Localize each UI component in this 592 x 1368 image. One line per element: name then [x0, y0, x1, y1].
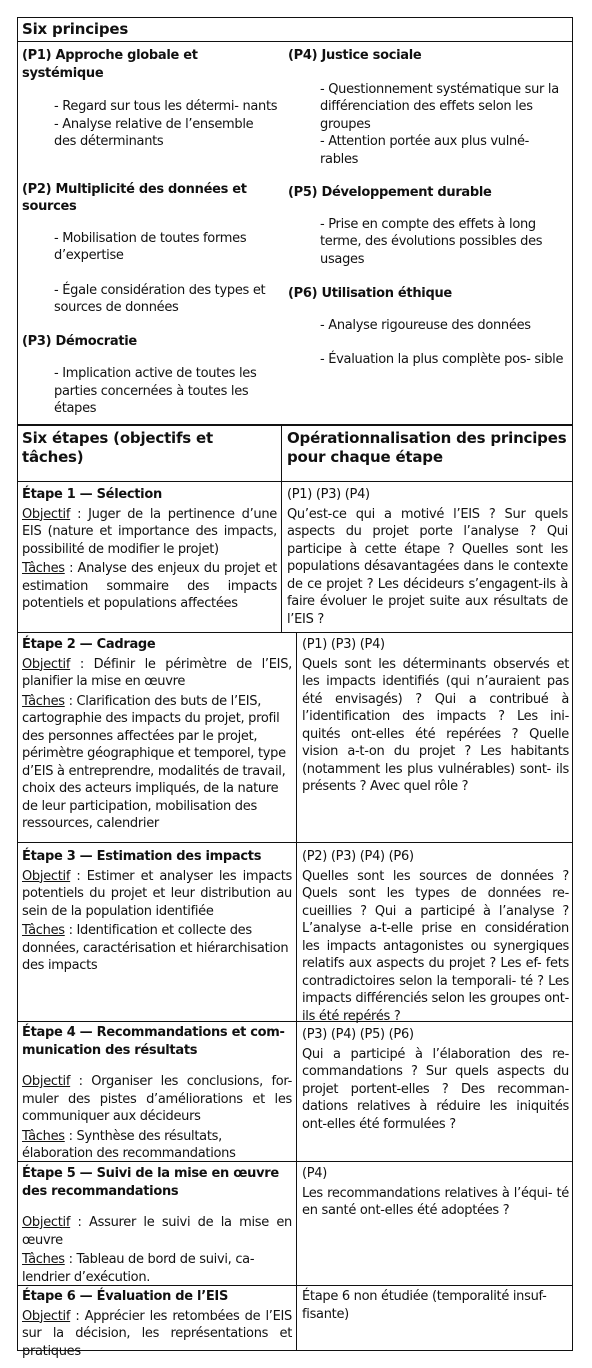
- objective-label: Objectif: [22, 1215, 71, 1230]
- step-title: Étape 6 — Évaluation de l’EIS: [22, 1289, 229, 1304]
- step-questions: Qu’est-ce qui a motivé l’EIS ? Sur quels aspects du projet porte l’analyse ? Qui participe à cette étape ? Quelles sont les populations désavantagées dans le contexte de ce projet ? Les décideurs s’engagent-ils à faire évoluer le projet suite aux résultats de l’EIS ?: [287, 506, 568, 627]
- step-tasks: Tâches : Analyse des enjeux du projet et estimation sommaire des impacts potentiels et populations affectées: [22, 561, 277, 611]
- principle-p5-bullet: - Prise en compte des effets à long terme, des évolutions possibles des usages: [320, 216, 543, 267]
- step-principles: (P1) (P3) (P4): [302, 637, 385, 652]
- step-title: Étape 2 — Cadrage: [22, 637, 156, 652]
- header-operationalisation: Opérationnalisation des principes pour chaque étape: [287, 429, 567, 466]
- step-2-right: [302, 636, 569, 796]
- step-questions: Quels sont les déterminants observés et les impacts identifiés (qui n’auraient pas été envisagés) ? Qui a contribué à l’identification des impacts ? Les ini- quités ont-elles été repérées ? Quelle vision a-t-on du projet ? Les habitants (notamment les plus vulnérables) sont- ils présents ? Avec quel rôle ?: [302, 656, 569, 794]
- objective-label: Objectif: [22, 1074, 71, 1089]
- step-principles: (P2) (P3) (P4) (P6): [302, 849, 414, 864]
- step-questions: Quelles sont les sources de données ? Quels sont les types de données re- cueillies ? Qui a participé à l’analyse ? L’analyse a-t-elle prise en considération les impacts antagonistes ou synergiques relatifs aux aspects du projet ? Les ef- fets contradictoires selon la temporali- té ? Les impacts différenciés selon les groupes ont-ils été repérés ?: [302, 868, 569, 1024]
- step-principles: (P4): [302, 1166, 328, 1181]
- principle-p6-bullet: - Analyse rigoureuse des données: [320, 317, 531, 333]
- tasks-label: Tâches: [22, 1128, 65, 1144]
- tasks-label: Tâches: [22, 1252, 65, 1267]
- principle-p6-bullet: - Évaluation la plus complète pos- sible: [320, 352, 564, 367]
- step-5-left: [22, 1165, 292, 1286]
- step-tasks: Tâches : Tableau de bord de suivi, ca- lendrier d’exécution.: [22, 1252, 255, 1285]
- principle-p4-bullet: - Attention portée aux plus vulné- rables: [320, 134, 530, 167]
- principles-title: Six principes: [22, 20, 129, 38]
- eis-table: [15, 15, 575, 1359]
- step-title: Étape 4 — Recommandations et com- munication des résultats: [22, 1025, 285, 1058]
- principle-p5-heading: (P5) Développement durable: [288, 185, 492, 200]
- objective-label: Objectif: [22, 506, 71, 522]
- tasks-label: Tâches: [22, 923, 65, 938]
- step-5-right: [302, 1165, 569, 1220]
- step-tasks: Tâches : Synthèse des résultats, élaboration des recommandations: [22, 1128, 236, 1161]
- step-objective: Objectif : Estimer et analyser les impacts potentiels du projet et leur distribution au sein de la population identifiée: [22, 868, 292, 919]
- tasks-label: Tâches: [22, 693, 65, 709]
- tasks-label: Tâches: [22, 561, 65, 576]
- principles-left-column: [22, 47, 278, 418]
- step-2-left: [22, 636, 292, 833]
- step-objective: Objectif : Juger de la pertinence d’une EIS (nature et importance des impacts, possibilité de modifier le projet): [22, 506, 277, 557]
- step-4-right: [302, 1026, 569, 1133]
- principle-p2-bullet: - Égale considération des types et sources de données: [54, 282, 266, 315]
- step-objective: Objectif : Organiser les conclusions, for- muler des pistes d’améliorations et les communiquer aux décideurs: [22, 1074, 292, 1124]
- step-tasks: Tâches : Clarification des buts de l’EIS, cartographie des impacts du projet, profil des personnes affectées par le projet, périmètre géographique et temporel, type d’EIS à entreprendre, modalités de travail, choix des acteurs impliqués, de la nature de leur participation, mobilisation des ressources, calendrier: [22, 693, 286, 831]
- step-tasks: Tâches : Identification et collecte des données, caractérisation et hiérarchisation des impacts: [22, 923, 289, 973]
- step-1-left: [22, 486, 277, 613]
- step-principles: (P3) (P4) (P5) (P6): [302, 1027, 414, 1042]
- header-steps: Six étapes (objectifs et tâches): [22, 429, 214, 466]
- principle-p3-bullet: - Implication active de toutes les parties concernées à toutes les étapes: [54, 366, 257, 416]
- principle-p4-bullet: - Questionnement systématique sur la différenciation des effets selon les groupes: [320, 81, 559, 132]
- step-objective: Objectif : Apprécier les retombées de l’EIS sur la décision, les représentations et pratiques: [22, 1308, 292, 1359]
- step-questions: Étape 6 non étudiée (temporalité insuf- fisante): [302, 1289, 547, 1322]
- principle-p1-bullet: - Regard sur tous les détermi- nants: [54, 99, 278, 114]
- principle-p2-bullet: - Mobilisation de toutes formes d’expertise: [54, 230, 247, 263]
- step-1-right: [287, 486, 568, 628]
- step-title: Étape 5 — Suivi de la mise en œuvre des recommandations: [22, 1166, 279, 1199]
- step-objective: Objectif : Définir le périmètre de l’EIS, planifier la mise en œuvre: [22, 656, 292, 689]
- step-title: Étape 3 — Estimation des impacts: [22, 849, 262, 864]
- step-6-left: [22, 1288, 292, 1360]
- principles-right-column: [288, 47, 570, 369]
- principle-p2-heading: (P2) Multiplicité des données et sources: [22, 181, 247, 214]
- objective-label: Objectif: [22, 868, 71, 884]
- step-3-right: [302, 848, 569, 1025]
- step-objective: Objectif : Assurer le suivi de la mise en œuvre: [22, 1215, 292, 1248]
- step-4-left: [22, 1024, 292, 1163]
- step-questions: Les recommandations relatives à l’équi- té en santé ont-elles été adoptées ?: [302, 1185, 569, 1218]
- principle-p1-heading: (P1) Approche globale et systémique: [22, 48, 198, 81]
- principle-p3-heading: (P3) Démocratie: [22, 333, 137, 349]
- objective-label: Objectif: [22, 656, 71, 672]
- step-6-right: [302, 1288, 569, 1323]
- principle-p6-heading: (P6) Utilisation éthique: [288, 286, 452, 301]
- step-principles: (P1) (P3) (P4): [287, 487, 370, 502]
- principle-p1-bullet: - Analyse relative de l’ensemble des déterminants: [54, 116, 254, 149]
- step-3-left: [22, 848, 292, 975]
- objective-label: Objectif: [22, 1308, 71, 1324]
- step-title: Étape 1 — Sélection: [22, 487, 162, 502]
- principle-p4-heading: (P4) Justice sociale: [288, 48, 422, 63]
- step-questions: Qui a participé à l’élaboration des re- commandations ? Sur quels aspects du projet portent-elles ? Des recomman- dations relatives à réduire les iniquités ont-elles été formulées ?: [302, 1046, 569, 1132]
